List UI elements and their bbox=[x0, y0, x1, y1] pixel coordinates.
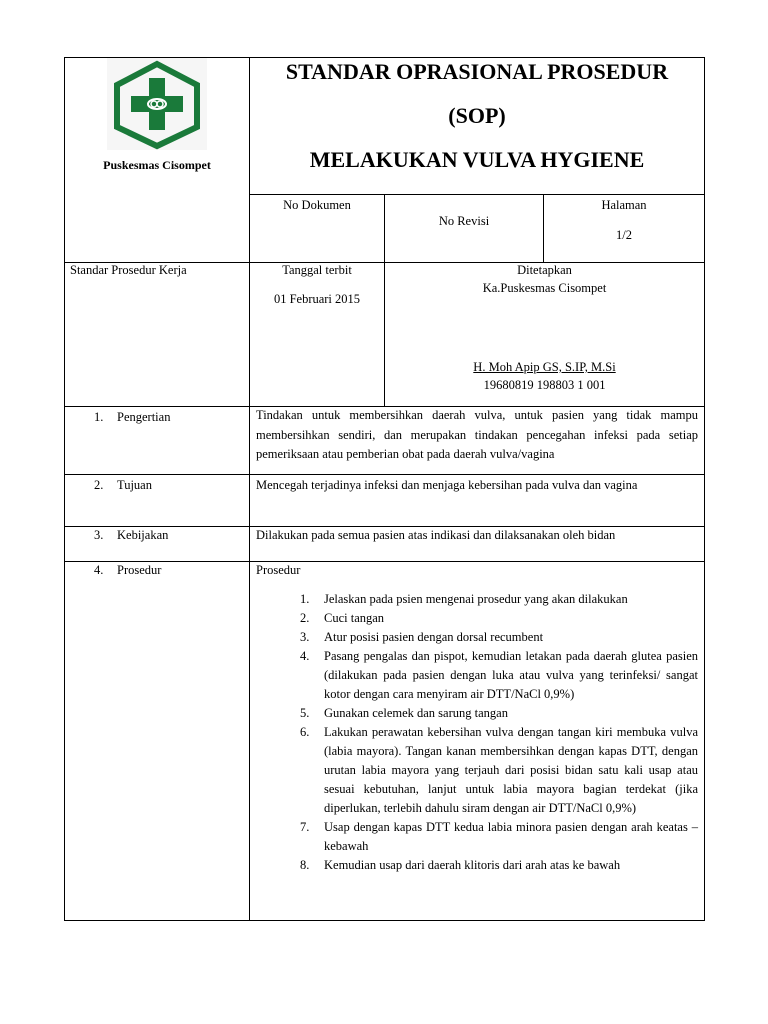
table-border-left bbox=[64, 57, 65, 921]
signer-nip: 19680819 198803 1 001 bbox=[483, 378, 606, 392]
pengertian-label: Pengertian bbox=[117, 410, 171, 424]
no-dokumen-label: No Dokumen bbox=[283, 198, 351, 212]
step-number: 2. bbox=[300, 611, 310, 625]
prosedur-heading: Prosedur bbox=[256, 563, 301, 577]
puskesmas-logo-icon bbox=[107, 58, 207, 150]
halaman-label: Halaman bbox=[601, 198, 647, 212]
tanggal-terbit-label: Tanggal terbit bbox=[282, 263, 352, 277]
row-divider-pengertian bbox=[64, 474, 705, 475]
step-number: 8. bbox=[300, 858, 310, 872]
prosedur-steps-list bbox=[300, 590, 698, 875]
step-number: 1. bbox=[300, 592, 310, 606]
halaman-value: 1/2 bbox=[616, 228, 632, 242]
tanggal-terbit-value: 01 Februari 2015 bbox=[273, 292, 361, 306]
step-number: 3. bbox=[300, 630, 310, 644]
step-text: Cuci tangan bbox=[324, 611, 385, 625]
table-border-bottom bbox=[64, 920, 705, 921]
pengertian-text: Tindakan untuk membersihkan daerah vulva, untuk pasien yang tidak mampu membersihkan sendiri, dan merupakan tindakan pencegahan infeksi pada setiap pemeriksaan atau pemberian obat pada daerah vulva/vagina bbox=[256, 408, 698, 461]
column-divider-main bbox=[249, 57, 250, 921]
tujuan-label: Tujuan bbox=[117, 478, 152, 492]
sop-procedure-name: MELAKUKAN VULVA HYGIENE bbox=[309, 147, 645, 172]
kebijakan-number: 3. bbox=[94, 528, 104, 542]
prosedur-number: 4. bbox=[94, 563, 104, 577]
org-name: Puskesmas Cisompet bbox=[103, 158, 211, 172]
list-item bbox=[300, 609, 698, 628]
step-number: 7. bbox=[300, 820, 310, 834]
step-number: 4. bbox=[300, 649, 310, 663]
list-item bbox=[300, 818, 698, 856]
ditetapkan-label: Ditetapkan bbox=[517, 263, 572, 277]
list-item bbox=[300, 628, 698, 647]
prosedur-label: Prosedur bbox=[117, 563, 162, 577]
list-item bbox=[300, 590, 698, 609]
step-text: Lakukan perawatan kebersihan vulva dengan tangan kiri membuka vulva (labia mayora). Tangan kanan membersihkan dengan kapas DTT, dengan urutan labia mayora yang terjauh dari posisi bidan satu kali usap atau sesuai kebutuhan, lanjut untuk labia mayora bagian terdekat (jika diperlukan, terlebih dahulu siram dengan air DTT/NaCl 0,9%) bbox=[324, 725, 698, 815]
sop-title: STANDAR OPRASIONAL PROSEDUR bbox=[285, 59, 669, 84]
sop-subtitle: (SOP) bbox=[448, 103, 506, 128]
step-text: Atur posisi pasien dengan dorsal recumbent bbox=[324, 630, 544, 644]
no-revisi-label: No Revisi bbox=[438, 214, 490, 228]
signer-name: H. Moh Apip GS, S.IP, M.Si bbox=[473, 360, 616, 374]
kebijakan-text: Dilakukan pada semua pasien atas indikasi dan dilaksanakan oleh bidan bbox=[256, 528, 616, 542]
list-item bbox=[300, 704, 698, 723]
step-text: Kemudian usap dari daerah klitoris dari arah atas ke bawah bbox=[324, 858, 621, 872]
step-number: 6. bbox=[300, 725, 310, 739]
list-item bbox=[300, 856, 698, 875]
tujuan-number: 2. bbox=[94, 478, 104, 492]
step-text: Jelaskan pada psien mengenai prosedur yang akan dilakukan bbox=[324, 592, 628, 606]
list-item bbox=[300, 647, 698, 704]
step-text: Gunakan celemek dan sarung tangan bbox=[324, 706, 508, 720]
kebijakan-label: Kebijakan bbox=[117, 528, 169, 542]
tujuan-text: Mencegah terjadinya infeksi dan menjaga kebersihan pada vulva dan vagina bbox=[256, 478, 638, 492]
table-border-right bbox=[704, 57, 705, 921]
pengertian-number: 1. bbox=[94, 410, 104, 424]
step-text: Usap dengan kapas DTT kedua labia minora pasien dengan arah keatas – kebawah bbox=[324, 820, 698, 853]
step-number: 5. bbox=[300, 706, 310, 720]
ditetapkan-by: Ka.Puskesmas Cisompet bbox=[482, 281, 607, 295]
row-divider-title bbox=[249, 194, 705, 195]
list-item bbox=[300, 723, 698, 818]
standar-prosedur-kerja-label: Standar Prosedur Kerja bbox=[70, 263, 187, 277]
step-text: Pasang pengalas dan pispot, kemudian letakan pada daerah glutea pasien (dilakukan pada pasien dengan luka atau vulva yang terinfeksi/ sangat kotor dengan cara menyiram air DTT/NaCl 0,9%) bbox=[324, 649, 698, 701]
